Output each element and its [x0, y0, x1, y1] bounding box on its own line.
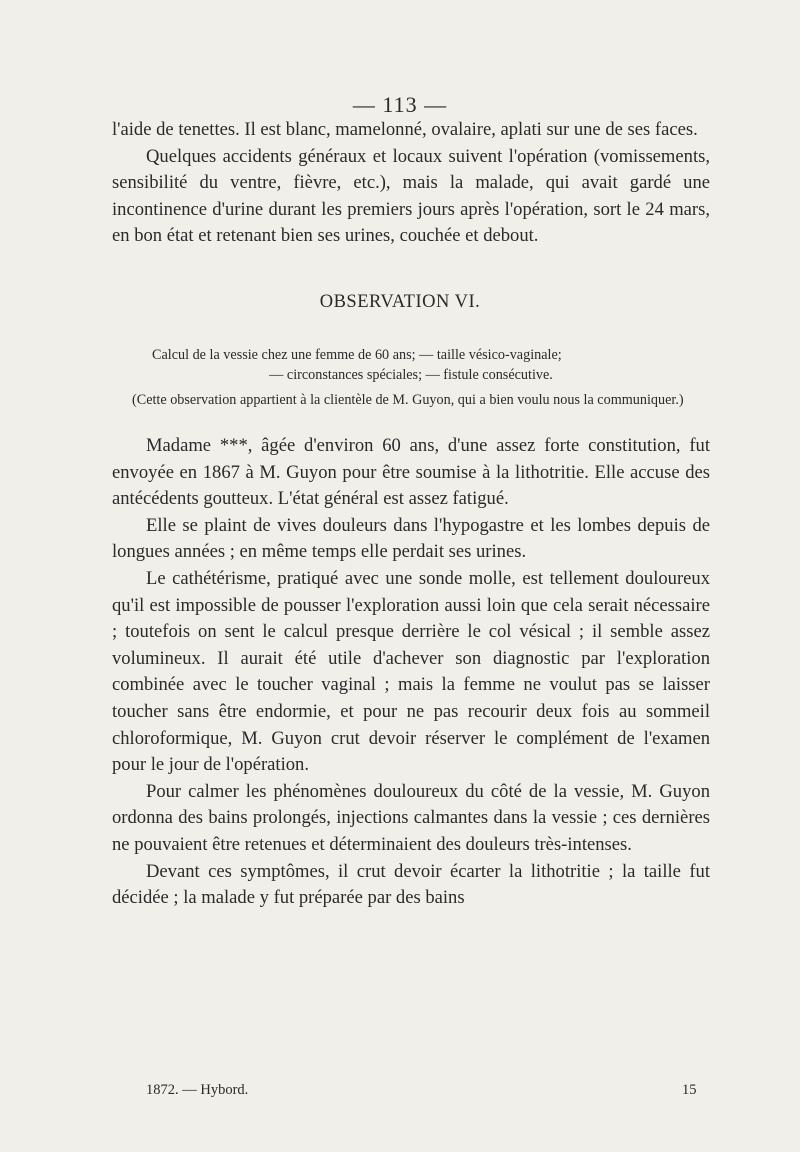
summary-line-2: — circonstances spéciales; — fistule consécutive. [269, 367, 553, 383]
paragraph: Pour calmer les phénomènes douloureux du côté de la vessie, M. Guyon ordonna des bains prolongés, injections calmantes dans la vessie ; ces dernières ne pouvaient être retenues et déterminaient des douleurs très-intenses. [112, 780, 710, 855]
paragraph: Devant ces symptômes, il crut devoir écarter la lithotritie ; la taille fut décidée ; la malade y fut préparée par des bains [112, 860, 710, 909]
observation-note-text: (Cette observation appartient à la clientèle de M. Guyon, qui a bien voulu nous la communiquer.) [132, 392, 684, 408]
paragraph: Le cathétérisme, pratiqué avec une sonde molle, est tellement douloureux qu'il est impossible de pousser l'exploration aussi loin que cela serait nécessaire ; toutefois on sent le calcul presque derrière le col vésical ; il semble assez volumineux. Il aurait été utile d'achever son diagnostic par l'exploration combinée avec le toucher vaginal ; mais la femme ne voulut pas se laisser toucher sans être endormie, et pour ne pas recourir deux fois au sommeil chloroformique, M. Guyon crut devoir réserver le complément de l'examen pour le jour de l'opération. [112, 567, 710, 776]
footer-signature: 1872. — Hybord. [146, 1082, 249, 1098]
summary-line-1: Calcul de la vessie chez une femme de 60 ans; — taille vésico-vaginale; [152, 347, 562, 363]
observation-summary [112, 345, 710, 385]
observation-note [112, 390, 710, 410]
observation-title: OBSERVATION VI. [319, 292, 481, 312]
paragraph: Madame ***, âgée d'environ 60 ans, d'une assez forte constitution, fut envoyée en 1867 à M. Guyon pour être soumise à la lithotritie. Elle accuse des antécédents goutteux. L'état général est assez fatigué. [112, 435, 710, 510]
sheet-number: 15 [682, 1082, 697, 1098]
paragraph: Elle se plaint de vives douleurs dans l'hypogastre et les lombes depuis de longues années ; en même temps elle perdait ses urines. [112, 514, 710, 563]
page-number: — 113 — [352, 92, 448, 117]
opening-paragraph: Quelques accidents généraux et locaux suivent l'opération (vomissements, sensibilité du ventre, fièvre, etc.), mais la malade, qui avait gardé une incontinence d'urine durant les premiers jours après l'opération, sort le 24 mars, en bon état et retenant bien ses urines, couchée et debout. [112, 145, 710, 247]
opening-line: l'aide de tenettes. Il est blanc, mamelonné, ovalaire, aplati sur une de ses faces. [112, 119, 698, 140]
main-text [112, 433, 710, 912]
opening-text [112, 117, 710, 250]
